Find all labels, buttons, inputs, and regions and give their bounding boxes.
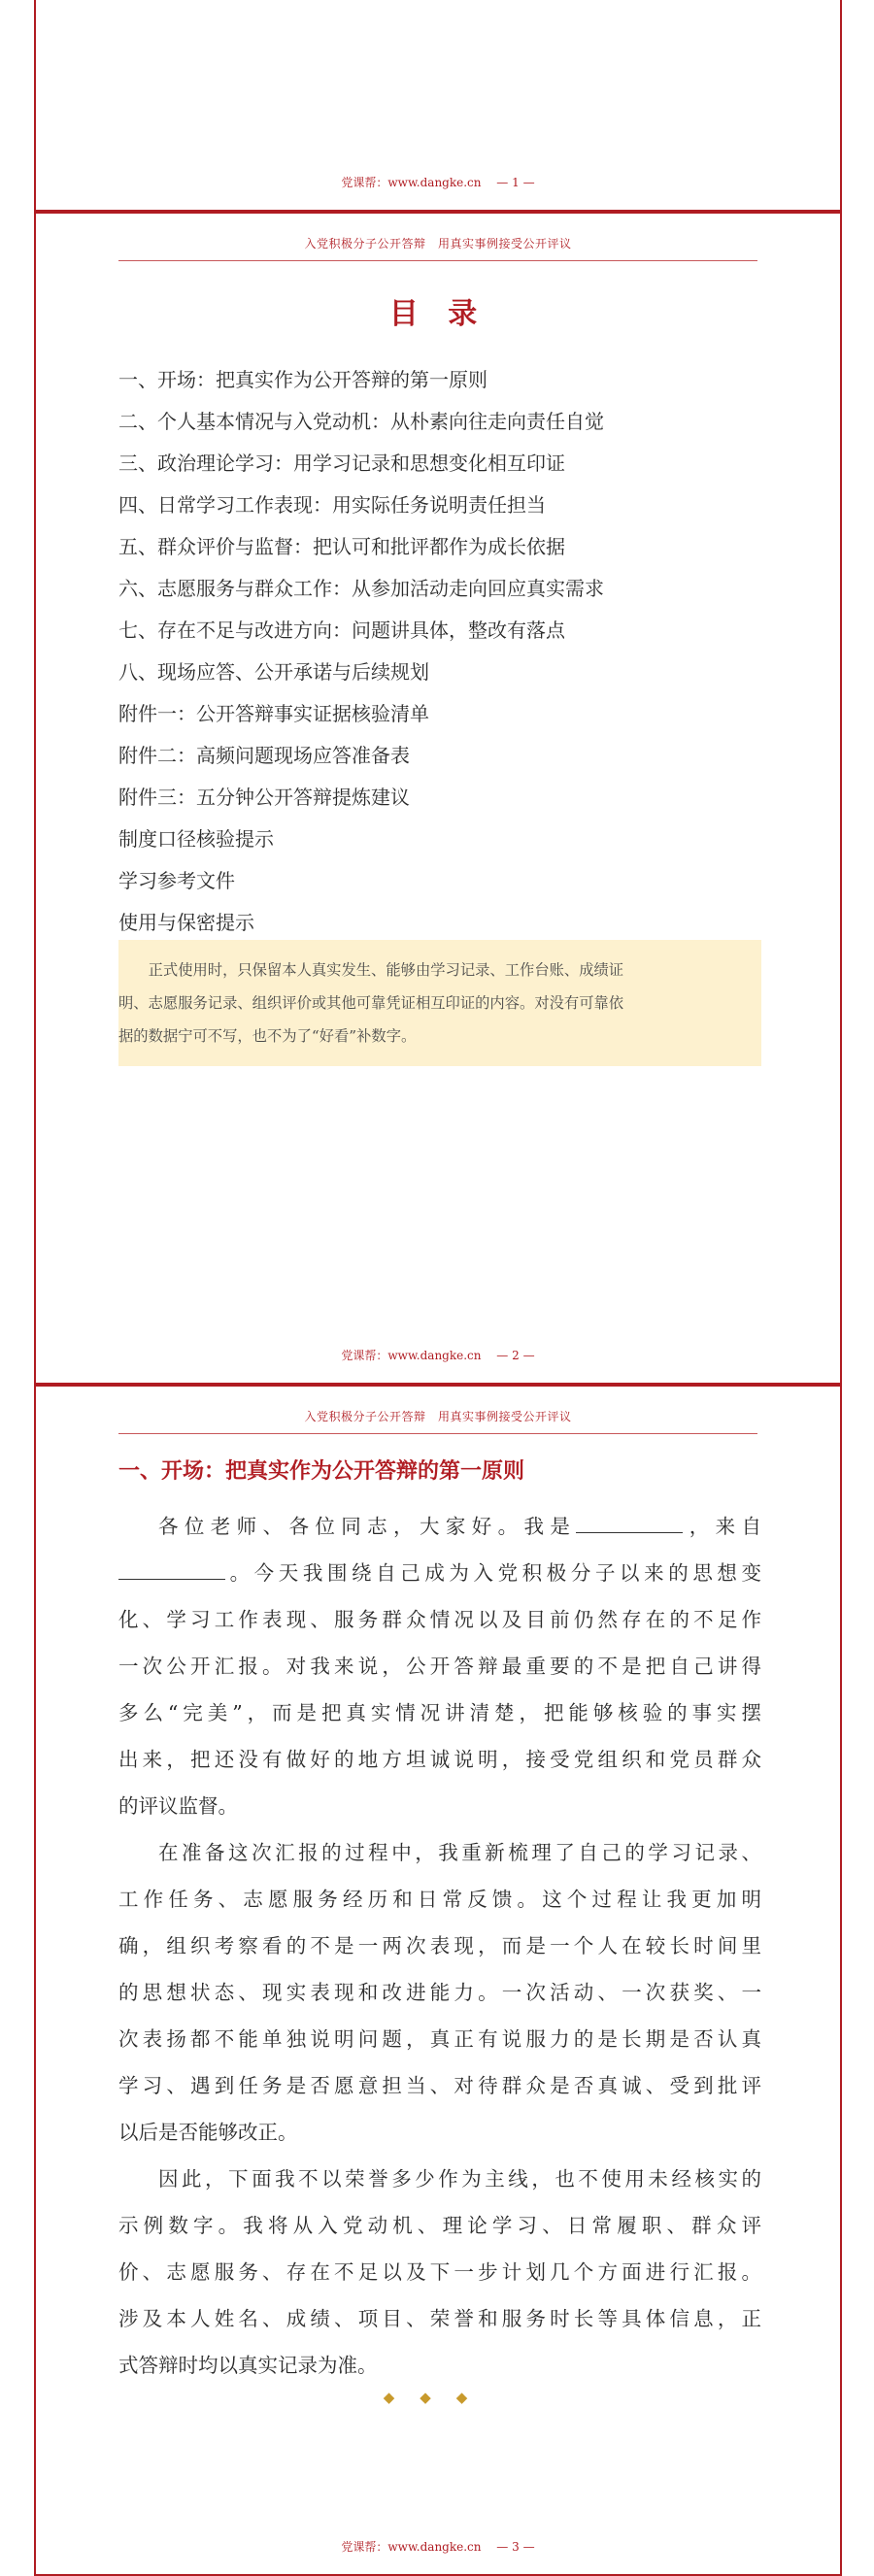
toc-item[interactable]: 附件二：高频问题现场应答准备表 bbox=[118, 744, 410, 767]
paragraph-line: 式答辩时均以真实记录为准。 bbox=[118, 2354, 378, 2377]
paragraph-line: 因此，下面我不以荣誉多少作为主线，也不使用未经核实的 bbox=[158, 2167, 761, 2191]
page-footer: 党课帮：www.dangke.cn — 2 — bbox=[341, 1349, 535, 1362]
paragraph-line: 多么“完美”，而是把真实情况讲清楚，把能够核验的事实摆 bbox=[118, 1701, 761, 1724]
paragraph-line: 出来，把还没有做好的地方坦诚说明，接受党组织和党员群众 bbox=[118, 1748, 761, 1771]
toc-item[interactable]: 附件三：五分钟公开答辩提炼建议 bbox=[118, 786, 410, 809]
toc-item[interactable]: 六、志愿服务与群众工作：从参加活动走向回应真实需求 bbox=[118, 577, 604, 600]
paragraph-3 bbox=[118, 2156, 761, 2389]
paragraph-line: 在准备这次汇报的过程中，我重新梳理了自己的学习记录、 bbox=[158, 1841, 761, 1864]
section-heading: 一、开场：把真实作为公开答辩的第一原则 bbox=[118, 1458, 525, 1484]
toc-item[interactable]: 使用与保密提示 bbox=[118, 911, 254, 934]
paragraph-text: 。今天我围绕自己成为入党积极分子以来的思想变 bbox=[225, 1561, 761, 1585]
page-1 bbox=[34, 0, 842, 212]
usage-note-box bbox=[118, 940, 761, 1066]
paragraph-line: 示例数字。我将从入党动机、理论学习、日常履职、群众评 bbox=[118, 2214, 761, 2237]
paragraph-line: 化、学习工作表现、服务群众情况以及目前仍然存在的不足作 bbox=[118, 1608, 761, 1631]
toc-title: 目 录 bbox=[388, 297, 487, 331]
toc-item[interactable]: 二、个人基本情况与入党动机：从朴素向往走向责任自觉 bbox=[118, 410, 604, 433]
paragraph-line: 一次公开汇报。对我来说，公开答辩最重要的不是把自己讲得 bbox=[118, 1655, 761, 1678]
toc-item[interactable]: 七、存在不足与改进方向：问题讲具体，整改有落点 bbox=[118, 619, 565, 642]
paragraph-text: ，来自 bbox=[683, 1515, 762, 1538]
paragraph-line: 涉及本人姓名、成绩、项目、荣誉和服务时长等具体信息，正 bbox=[118, 2307, 761, 2330]
toc-item[interactable]: 四、日常学习工作表现：用实际任务说明责任担当 bbox=[118, 493, 546, 517]
toc-list bbox=[118, 359, 604, 944]
paragraph-line: 确，组织考察看的不是一两次表现，而是一个人在较长时间里 bbox=[118, 1934, 761, 1957]
page-2-toc bbox=[34, 212, 842, 1385]
toc-item[interactable]: 学习参考文件 bbox=[118, 869, 235, 892]
toc-item[interactable]: 五、群众评价与监督：把认可和批评都作为成长依据 bbox=[118, 535, 565, 558]
paragraph-text: 各位老师、各位同志，大家好。我是 bbox=[158, 1515, 577, 1538]
running-header: 入党积极分子公开答辩 用真实事例接受公开评议 bbox=[118, 235, 757, 261]
paragraph-line: 的评议监督。 bbox=[118, 1794, 238, 1818]
paragraph-line: 次表扬都不能单独说明问题，真正有说服力的是长期是否认真 bbox=[118, 2027, 761, 2051]
page-footer: 党课帮：www.dangke.cn — 3 — bbox=[341, 2540, 535, 2554]
paragraph-line: 的思想状态、现实表现和改进能力。一次活动、一次获奖、一 bbox=[118, 1981, 761, 2004]
paragraph-line: 学习、遇到任务是否愿意担当、对待群众是否真诚、受到批评 bbox=[118, 2074, 761, 2097]
toc-item[interactable]: 一、开场：把真实作为公开答辩的第一原则 bbox=[118, 368, 487, 391]
paragraph-2 bbox=[118, 1829, 761, 2156]
toc-item[interactable]: 八、现场应答、公开承诺与后续规划 bbox=[118, 660, 429, 684]
unit-blank-field[interactable] bbox=[118, 1561, 225, 1580]
running-header: 入党积极分子公开答辩 用真实事例接受公开评议 bbox=[118, 1408, 757, 1434]
name-blank-field[interactable] bbox=[576, 1515, 683, 1533]
page-footer: 党课帮：www.dangke.cn — 1 — bbox=[341, 176, 535, 189]
toc-item[interactable]: 三、政治理论学习：用学习记录和思想变化相互印证 bbox=[118, 452, 565, 475]
note-line: 正式使用时，只保留本人真实发生、能够由学习记录、工作台账、成绩证 bbox=[148, 961, 624, 979]
page-3-section-1 bbox=[34, 1385, 842, 2576]
paragraph-line: 价、志愿服务、存在不足以及下一步计划几个方面进行汇报。 bbox=[118, 2260, 761, 2284]
paragraph-1 bbox=[118, 1503, 761, 1829]
paragraph-line: 工作任务、志愿服务经历和日常反馈。这个过程让我更加明 bbox=[118, 1888, 761, 1911]
paragraph-line: 以后是否能够改正。 bbox=[118, 2121, 298, 2144]
toc-item[interactable]: 附件一：公开答辩事实证据核验清单 bbox=[118, 702, 429, 725]
note-line: 据的数据宁可不写，也不为了“好看”补数字。 bbox=[118, 1027, 417, 1045]
section-divider-ornament: ◆◆◆ bbox=[383, 2389, 493, 2406]
toc-item[interactable]: 制度口径核验提示 bbox=[118, 827, 274, 851]
note-line: 明、志愿服务记录、组织评价或其他可靠凭证相互印证的内容。对没有可靠依 bbox=[118, 994, 624, 1012]
